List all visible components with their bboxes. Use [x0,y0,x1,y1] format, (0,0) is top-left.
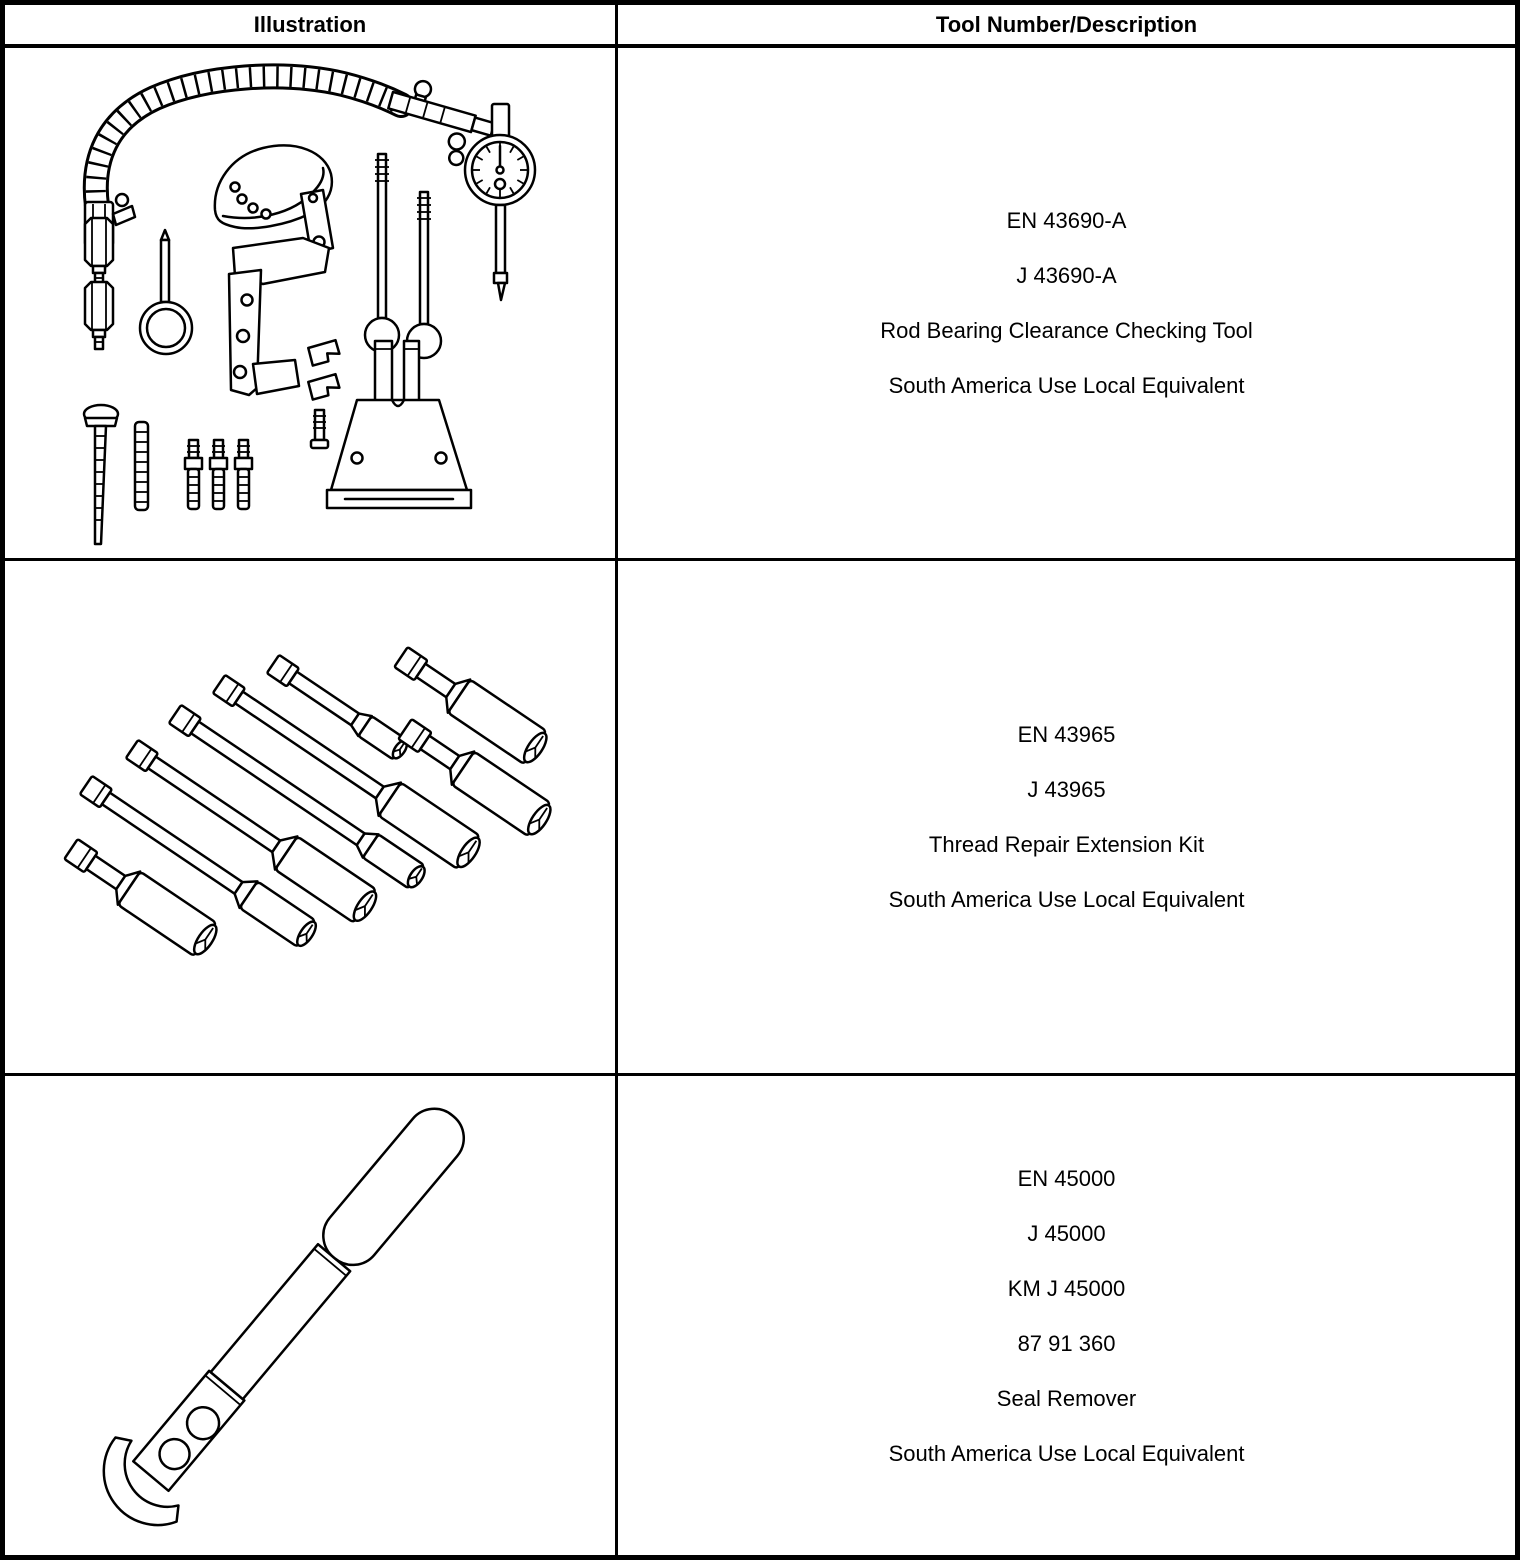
clip-icon [308,374,341,400]
hex-adapter-icon [85,282,113,349]
seal-remover-tool-icon [67,1077,492,1553]
hex-adapter-icon [85,218,113,285]
tool-number: J 43965 [1027,777,1106,802]
threaded-stud-icon [134,422,149,510]
clip-icon [308,340,341,366]
table-row-3-illustration-cell [5,1073,615,1555]
seal-remover-illustration [5,1076,615,1555]
stud-icon [185,440,202,509]
ring-pin-icon [140,230,192,354]
tool-description: Rod Bearing Clearance Checking Tool [880,318,1253,343]
long-screw-icon [84,405,118,544]
tool-number: 87 91 360 [1017,1330,1116,1356]
ball-rod-icon [407,192,441,358]
tool-note: South America Use Local Equivalent [888,1440,1245,1466]
column-header-illustration [5,5,615,48]
tool-note: South America Use Local Equivalent [888,887,1245,912]
tool-number: EN 43690-A [1006,208,1127,233]
stud-icon [210,440,227,509]
tool-header-label: Tool Number/Description [935,11,1198,37]
tool-number: EN 43965 [1017,722,1116,747]
small-screw-icon [311,410,328,448]
tool-description: Thread Repair Extension Kit [928,832,1205,857]
thread-repair-extension-kit-illustration [5,561,615,1073]
stud-icon [235,440,252,509]
table-row-1-illustration-cell [5,48,615,558]
table-row-2-description-cell [615,558,1515,1073]
tool-number: J 45000 [1027,1220,1106,1246]
tool-description: Seal Remover [996,1385,1137,1411]
tool-note: South America Use Local Equivalent [888,373,1245,398]
rod-bearing-clearance-tool-kit-illustration [5,48,615,558]
dial-indicator-icon [465,104,535,300]
tool-number: EN 45000 [1017,1165,1116,1191]
base-stand-icon [327,341,471,508]
table-row-1-description-cell [615,48,1515,558]
extension-rod-icon [266,654,410,762]
ball-rod-icon [365,154,399,352]
illustration-header-label: Illustration [253,11,367,37]
tool-number: J 43690-A [1016,263,1117,288]
table-row-3-description-cell [615,1073,1515,1555]
column-header-tool-description [615,5,1515,48]
table-row-2-illustration-cell [5,558,615,1073]
tool-number: KM J 45000 [1007,1275,1126,1301]
